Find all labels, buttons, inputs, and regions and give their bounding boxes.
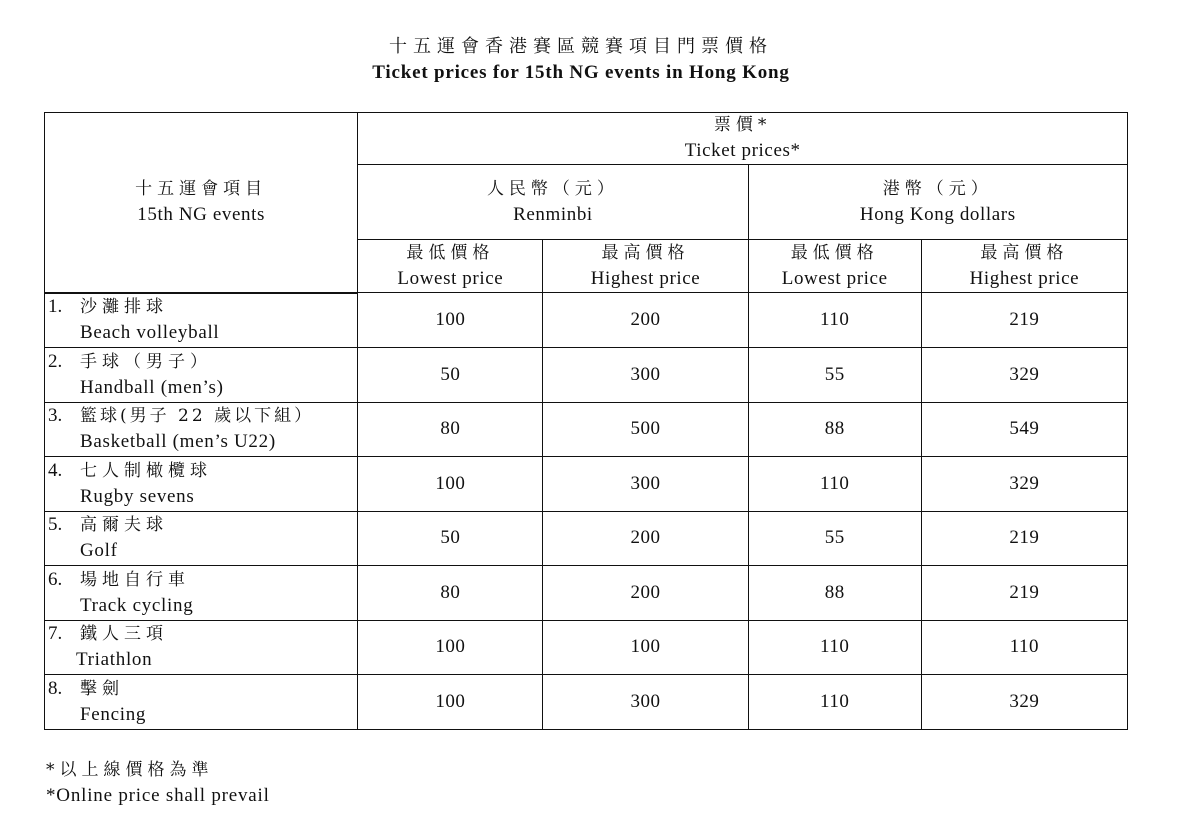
document-title	[0, 34, 1162, 86]
rmb-lowest-price: 100	[358, 457, 543, 512]
header-hkd-en: Hong Kong dollars	[859, 203, 1016, 225]
event-name-zh: 七人制橄欖球	[80, 460, 212, 481]
header-events-en: 15th NG events	[137, 203, 265, 225]
event-number: 8.	[48, 677, 63, 699]
table-row	[45, 675, 1128, 730]
rmb-highest-price: 300	[543, 675, 748, 730]
event-number: 4.	[48, 459, 63, 481]
event-number: 2.	[48, 350, 63, 372]
rmb-lowest-price: 50	[358, 511, 543, 566]
rmb-highest-price: 300	[543, 348, 748, 403]
rmb-lowest-price: 50	[358, 348, 543, 403]
header-ticket-prices-en: Ticket prices*	[684, 140, 801, 161]
footnote-zh: *以上線價格為準	[46, 760, 214, 780]
header-hkd-highest-en: Highest price	[969, 267, 1080, 289]
title-chinese: 十五運會香港賽區競賽項目門票價格	[389, 36, 773, 57]
header-renminbi-zh: 人民幣（元）	[486, 178, 619, 199]
event-number: 1.	[48, 296, 63, 318]
rmb-lowest-price: 100	[358, 293, 543, 348]
header-hkd	[748, 165, 1127, 240]
hkd-lowest-price: 88	[748, 402, 921, 457]
footnote-en: *Online price shall prevail	[46, 785, 270, 806]
hkd-highest-price: 329	[921, 675, 1127, 730]
event-cell	[45, 620, 358, 675]
header-hkd-lowest-en: Lowest price	[781, 267, 888, 289]
event-name-zh: 籃球(男子 22 歲以下組）	[80, 406, 315, 427]
event-number: 7.	[48, 623, 63, 645]
header-ticket-prices	[358, 113, 1128, 165]
header-hkd-highest	[921, 240, 1127, 293]
hkd-lowest-price: 110	[748, 293, 921, 348]
header-ticket-prices-zh: 票價*	[713, 115, 772, 135]
header-rmb-lowest-zh: 最低價格	[406, 242, 495, 263]
table-row	[45, 348, 1128, 403]
hkd-lowest-price: 110	[748, 675, 921, 730]
footnote	[46, 757, 270, 809]
header-renminbi-en: Renminbi	[513, 203, 593, 225]
event-cell	[45, 457, 358, 512]
event-number: 5.	[48, 514, 63, 536]
event-name-zh: 鐵人三項	[80, 624, 168, 645]
event-name-en: Rugby sevens	[80, 485, 195, 507]
event-name-en: Triathlon	[76, 649, 153, 671]
table-row	[45, 620, 1128, 675]
header-hkd-zh: 港幣（元）	[882, 178, 993, 199]
rmb-lowest-price: 100	[358, 620, 543, 675]
header-rmb-highest-zh: 最高價格	[601, 242, 690, 263]
table-row	[45, 402, 1128, 457]
hkd-highest-price: 219	[921, 566, 1127, 621]
event-name-zh: 高爾夫球	[80, 515, 168, 536]
table-row	[45, 566, 1128, 621]
title-english: Ticket prices for 15th NG events in Hong Kong	[372, 62, 790, 83]
hkd-highest-price: 329	[921, 457, 1127, 512]
rmb-highest-price: 200	[543, 511, 748, 566]
event-cell	[45, 566, 358, 621]
hkd-highest-price: 219	[921, 511, 1127, 566]
rmb-highest-price: 500	[543, 402, 748, 457]
hkd-lowest-price: 55	[748, 348, 921, 403]
event-number: 3.	[48, 405, 63, 427]
event-cell	[45, 348, 358, 403]
event-name-en: Fencing	[80, 703, 147, 725]
header-hkd-lowest	[748, 240, 921, 293]
table-row	[45, 293, 1128, 348]
hkd-highest-price: 329	[921, 348, 1127, 403]
hkd-lowest-price: 88	[748, 566, 921, 621]
rmb-lowest-price: 80	[358, 402, 543, 457]
header-rmb-highest	[543, 240, 748, 293]
rmb-highest-price: 300	[543, 457, 748, 512]
hkd-lowest-price: 110	[748, 620, 921, 675]
event-name-zh: 沙灘排球	[80, 297, 168, 318]
event-cell	[45, 675, 358, 730]
header-events-zh: 十五運會項目	[135, 178, 268, 199]
event-name-en: Track cycling	[80, 594, 194, 616]
table-row	[45, 511, 1128, 566]
hkd-highest-price: 110	[921, 620, 1127, 675]
hkd-highest-price: 549	[921, 402, 1127, 457]
ticket-price-table	[44, 112, 1128, 730]
header-hkd-lowest-zh: 最低價格	[790, 242, 879, 263]
header-events	[45, 113, 358, 293]
header-rmb-lowest	[358, 240, 543, 293]
event-cell	[45, 293, 358, 348]
event-number: 6.	[48, 568, 63, 590]
table-row	[45, 457, 1128, 512]
header-rmb-highest-en: Highest price	[590, 267, 701, 289]
hkd-lowest-price: 55	[748, 511, 921, 566]
event-name-zh: 手球（男子）	[80, 351, 212, 372]
rmb-highest-price: 200	[543, 293, 748, 348]
event-name-en: Beach volleyball	[80, 322, 220, 344]
hkd-highest-price: 219	[921, 293, 1127, 348]
header-rmb-lowest-en: Lowest price	[397, 267, 504, 289]
rmb-lowest-price: 100	[358, 675, 543, 730]
event-cell	[45, 402, 358, 457]
event-name-en: Handball (men’s)	[80, 376, 224, 398]
event-cell	[45, 511, 358, 566]
event-name-en: Basketball (men’s U22)	[80, 431, 276, 453]
hkd-lowest-price: 110	[748, 457, 921, 512]
rmb-highest-price: 100	[543, 620, 748, 675]
rmb-lowest-price: 80	[358, 566, 543, 621]
rmb-highest-price: 200	[543, 566, 748, 621]
header-renminbi	[358, 165, 748, 240]
event-name-en: Golf	[80, 540, 118, 562]
header-hkd-highest-zh: 最高價格	[980, 242, 1069, 263]
event-name-zh: 擊劍	[80, 678, 124, 699]
event-name-zh: 場地自行車	[80, 569, 190, 590]
